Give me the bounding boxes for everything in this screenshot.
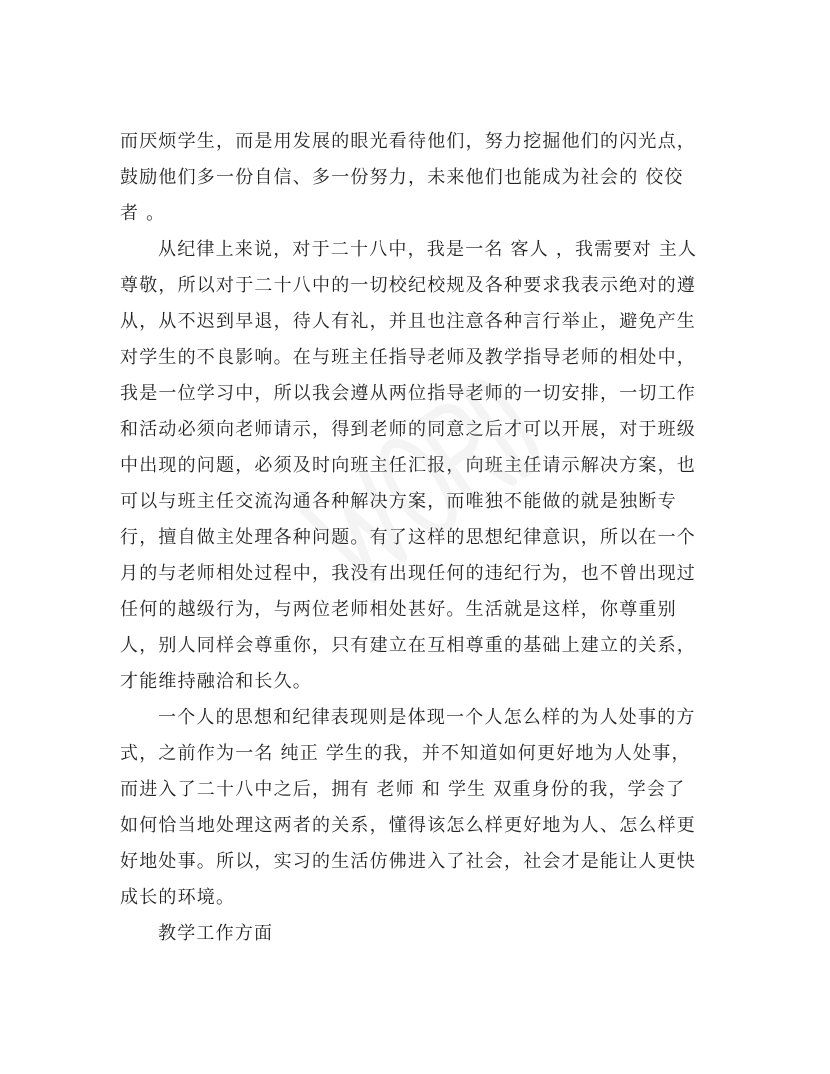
section-heading: 教学工作方面 xyxy=(158,923,274,944)
text-line-11: 可以与班主任交流沟通各种解决方案，而唯独不能做的就是独断专 xyxy=(120,491,677,512)
text-line-19: 而进入了二十八中之后，拥有 老师 和 学生 双重身份的我，学会了 xyxy=(120,779,686,800)
text-line-12: 行，擅自做主处理各种问题。有了这样的思想纪律意识，所以在一个 xyxy=(120,527,696,548)
text-line-1: 而厌烦学生，而是用发展的眼光看待他们，努力挖掘他们的闪光点， xyxy=(120,131,696,152)
text-line-13: 月的与老师相处过程中，我没有出现任何的违纪行为，也不曾出现过 xyxy=(120,563,696,584)
text-line-3: 者 。 xyxy=(120,203,166,224)
text-line-17: 一个人的思想和纪律表现则是体现一个人怎么样的为人处事的方 xyxy=(158,707,696,728)
text-line-20: 如何恰当地处理这两者的关系，懂得该怎么样更好地为人、怎么样更 xyxy=(120,815,696,836)
text-line-6: 从，从不迟到早退，待人有礼，并且也注意各种言行举止，避免产生 xyxy=(120,311,696,332)
text-line-16: 才能维持融洽和长久。 xyxy=(120,671,312,692)
text-line-10: 中出现的问题，必须及时向班主任汇报，向班主任请示解决方案，也 xyxy=(120,455,696,476)
text-line-9: 和活动必须向老师请示，得到老师的同意之后才可以开展，对于班级 xyxy=(120,419,696,440)
text-line-21: 好地处事。所以，实习的生活仿佛进入了社会，社会才是能让人更快 xyxy=(120,851,696,872)
text-line-7: 对学生的不良影响。在与班主任指导老师及教学指导老师的相处中， xyxy=(120,347,696,368)
text-line-22: 成长的环境。 xyxy=(120,887,236,908)
text-line-8: 我是一位学习中，所以我会遵从两位指导老师的一切安排，一切工作 xyxy=(120,383,696,404)
text-line-4: 从纪律上来说，对于二十八中，我是一名 客人 ，我需要对 主人 xyxy=(158,239,698,260)
text-line-15: 人，别人同样会尊重你，只有建立在互相尊重的基础上建立的关系， xyxy=(120,635,696,656)
text-line-18: 式，之前作为一名 纯正 学生的我，并不知道如何更好地为人处事， xyxy=(120,743,691,764)
text-line-14: 任何的越级行为，与两位老师相处甚好。生活就是这样，你尊重别 xyxy=(120,599,677,620)
text-line-2: 鼓励他们多一份自信、多一份努力，未来他们也能成为社会的 佼佼 xyxy=(120,167,684,188)
text-line-5: 尊敬，所以对于二十八中的一切校纪校规及各种要求我表示绝对的遵 xyxy=(120,275,696,296)
